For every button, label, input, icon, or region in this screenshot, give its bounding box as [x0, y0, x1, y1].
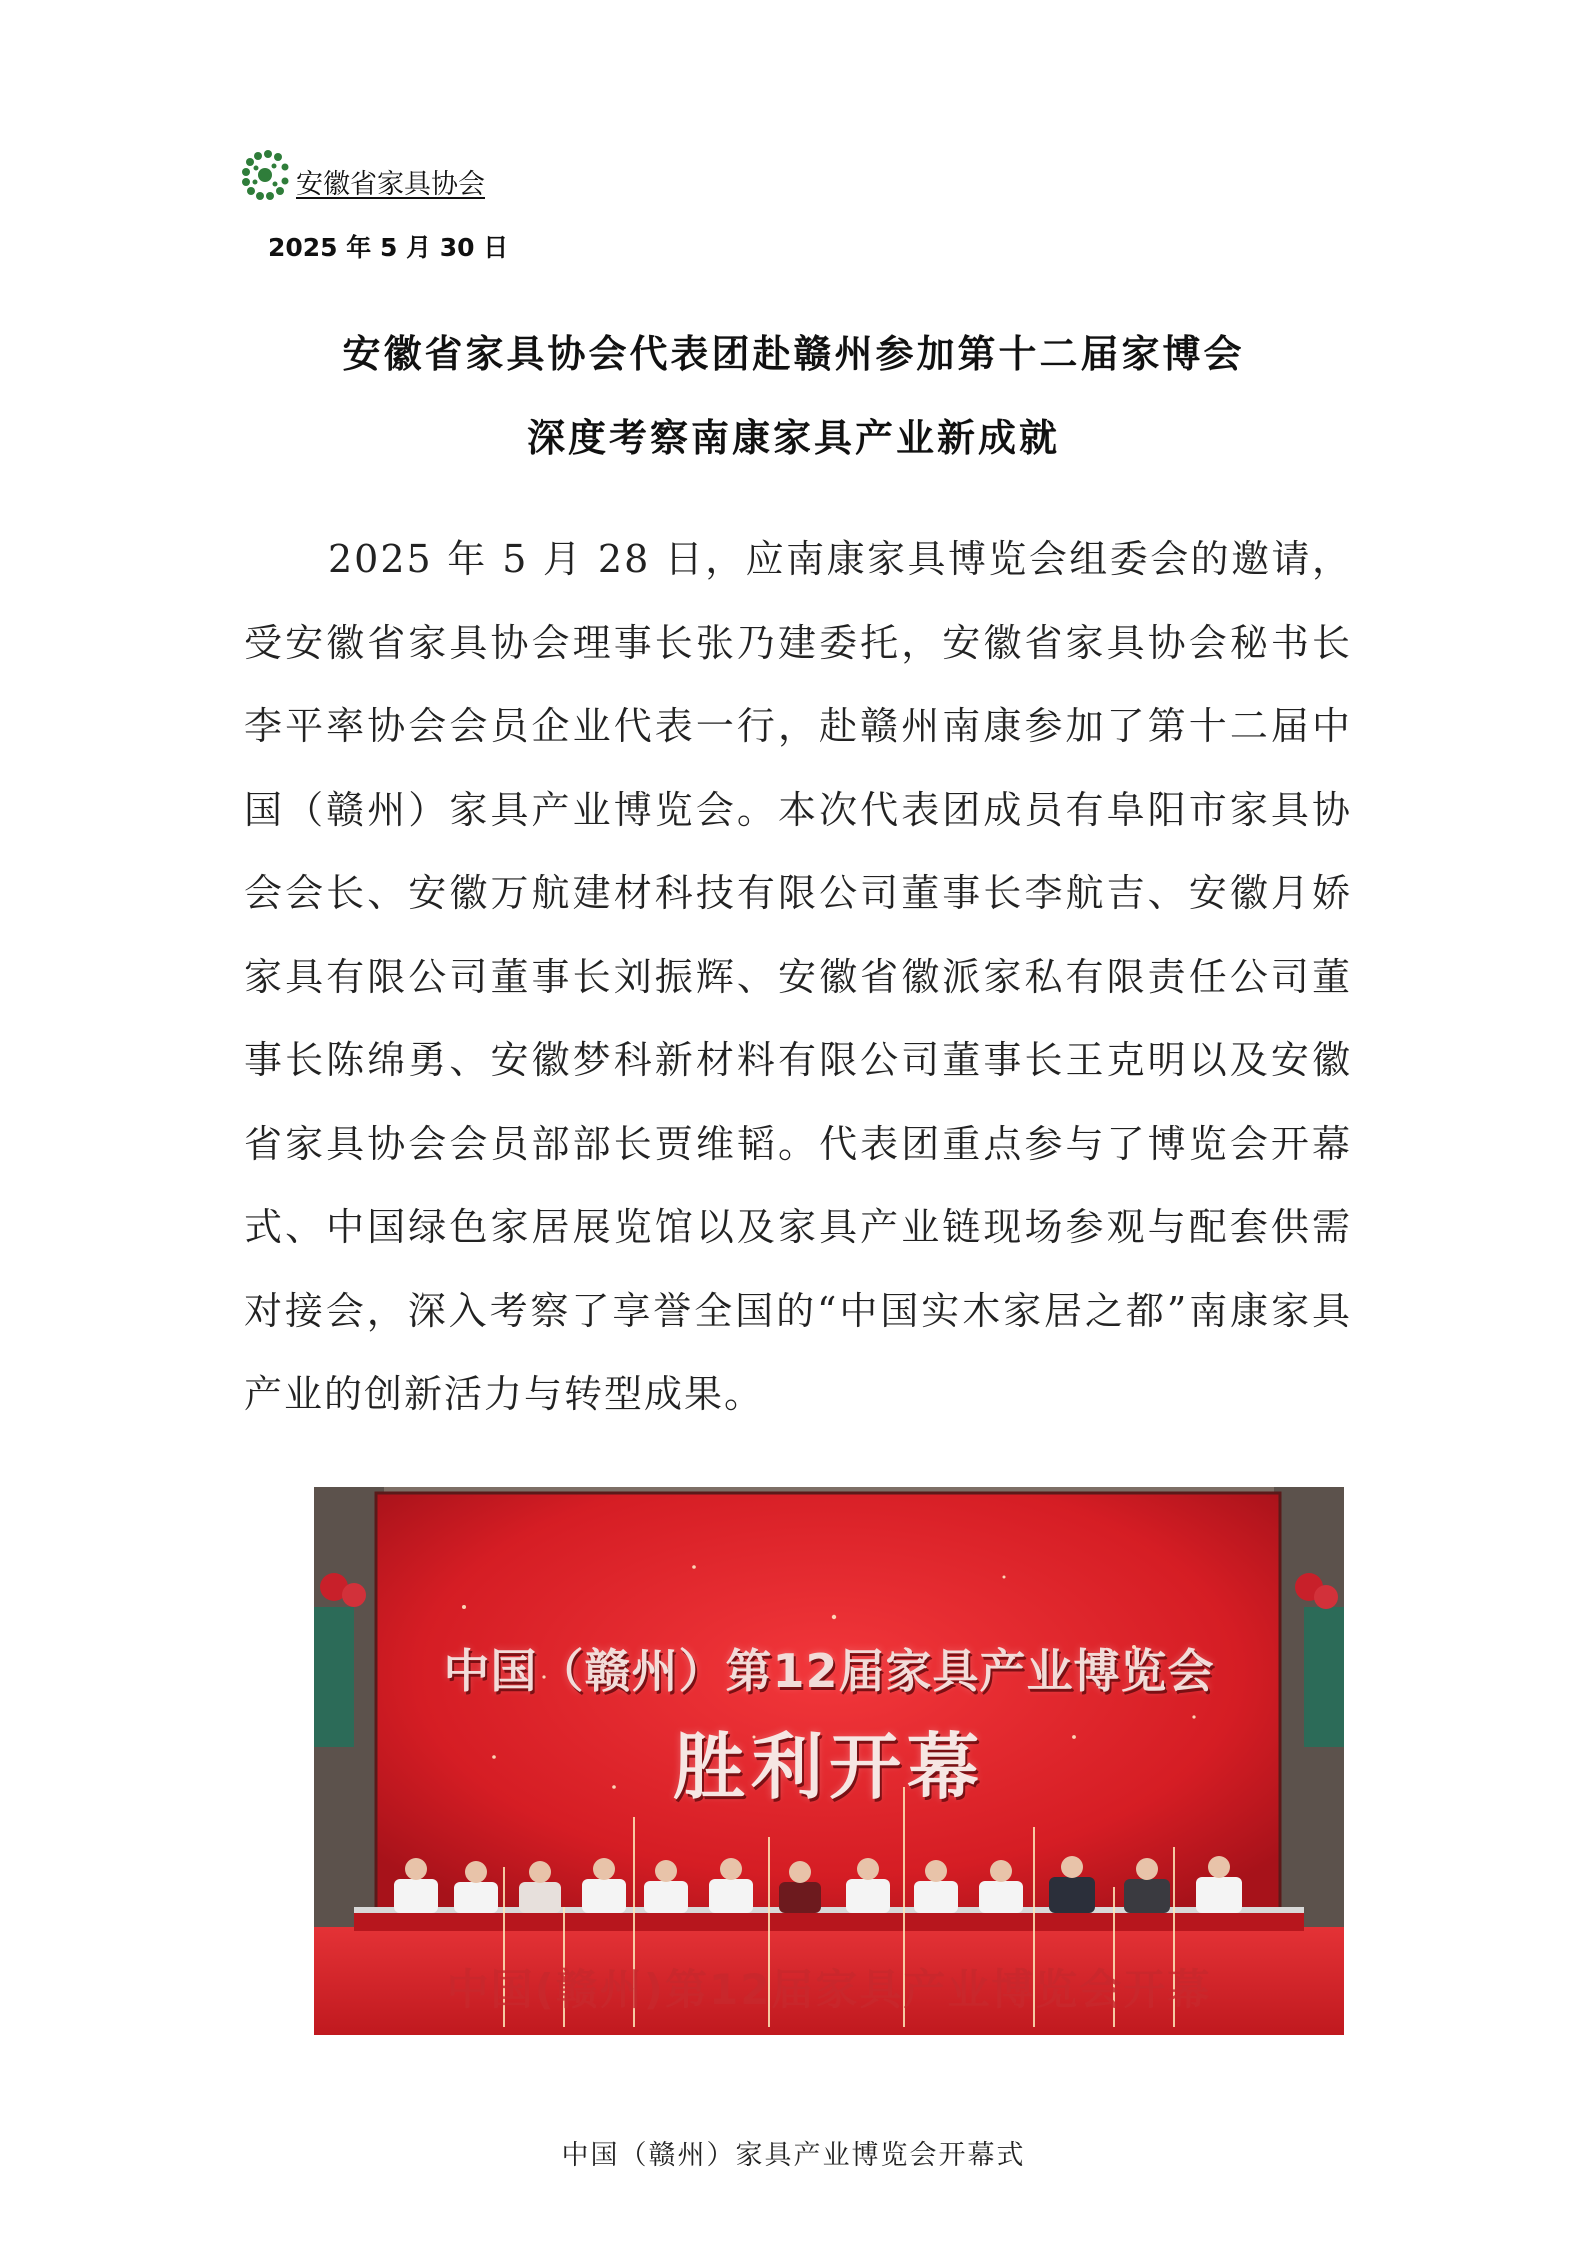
org-name: 安徽省家具协会 — [296, 168, 485, 200]
opening-ceremony-photo — [314, 1487, 1344, 2035]
article-body-paragraph: 2025 年 5 月 28 日，应南康家具博览会组委会的邀请，受安徽省家具协会理事长张乃建委托，安徽省家具协会秘书长李平率协会会员企业代表一行，赴赣州南康参加了第十二届中国（赣州）家具产业博览会。本次代表团成员有阜阳市家具协会会长、安徽万航建材科技有限公司董事长李航吉、安徽月娇家具有限公司董事长刘振辉、安徽省徽派家私有限责任公司董事长陈绵勇、安徽梦科新材料有限公司董事长王克明以及安徽省家具协会会员部部长贾维韬。代表团重点参与了博览会开幕式、中国绿色家居展览馆以及家具产业链现场参观与配套供需对接会，深入考察了享誉全国的“中国实木家居之都”南康家具产业的创新活力与转型成果。 — [244, 537, 1352, 1416]
article-title-line1: 安徽省家具协会代表团赴赣州参加第十二届家博会 — [342, 331, 1245, 376]
photo-caption: 中国（赣州）家具产业博览会开幕式 — [561, 2140, 1026, 2171]
association-logo-icon — [238, 148, 292, 202]
stage-banner-text: 中国(赣州)第12届家具产业博览会开幕 — [446, 1965, 1212, 2014]
header — [238, 148, 485, 202]
publish-date: 2025 年 5 月 30 日 — [268, 233, 509, 262]
logo-row — [238, 148, 485, 202]
article-title-line2: 深度考察南康家具产业新成就 — [526, 415, 1060, 460]
screen-headline: 中国（赣州）第12届家具产业博览会 — [443, 1644, 1215, 1698]
screen-subheadline: 胜利开幕 — [672, 1725, 985, 1809]
